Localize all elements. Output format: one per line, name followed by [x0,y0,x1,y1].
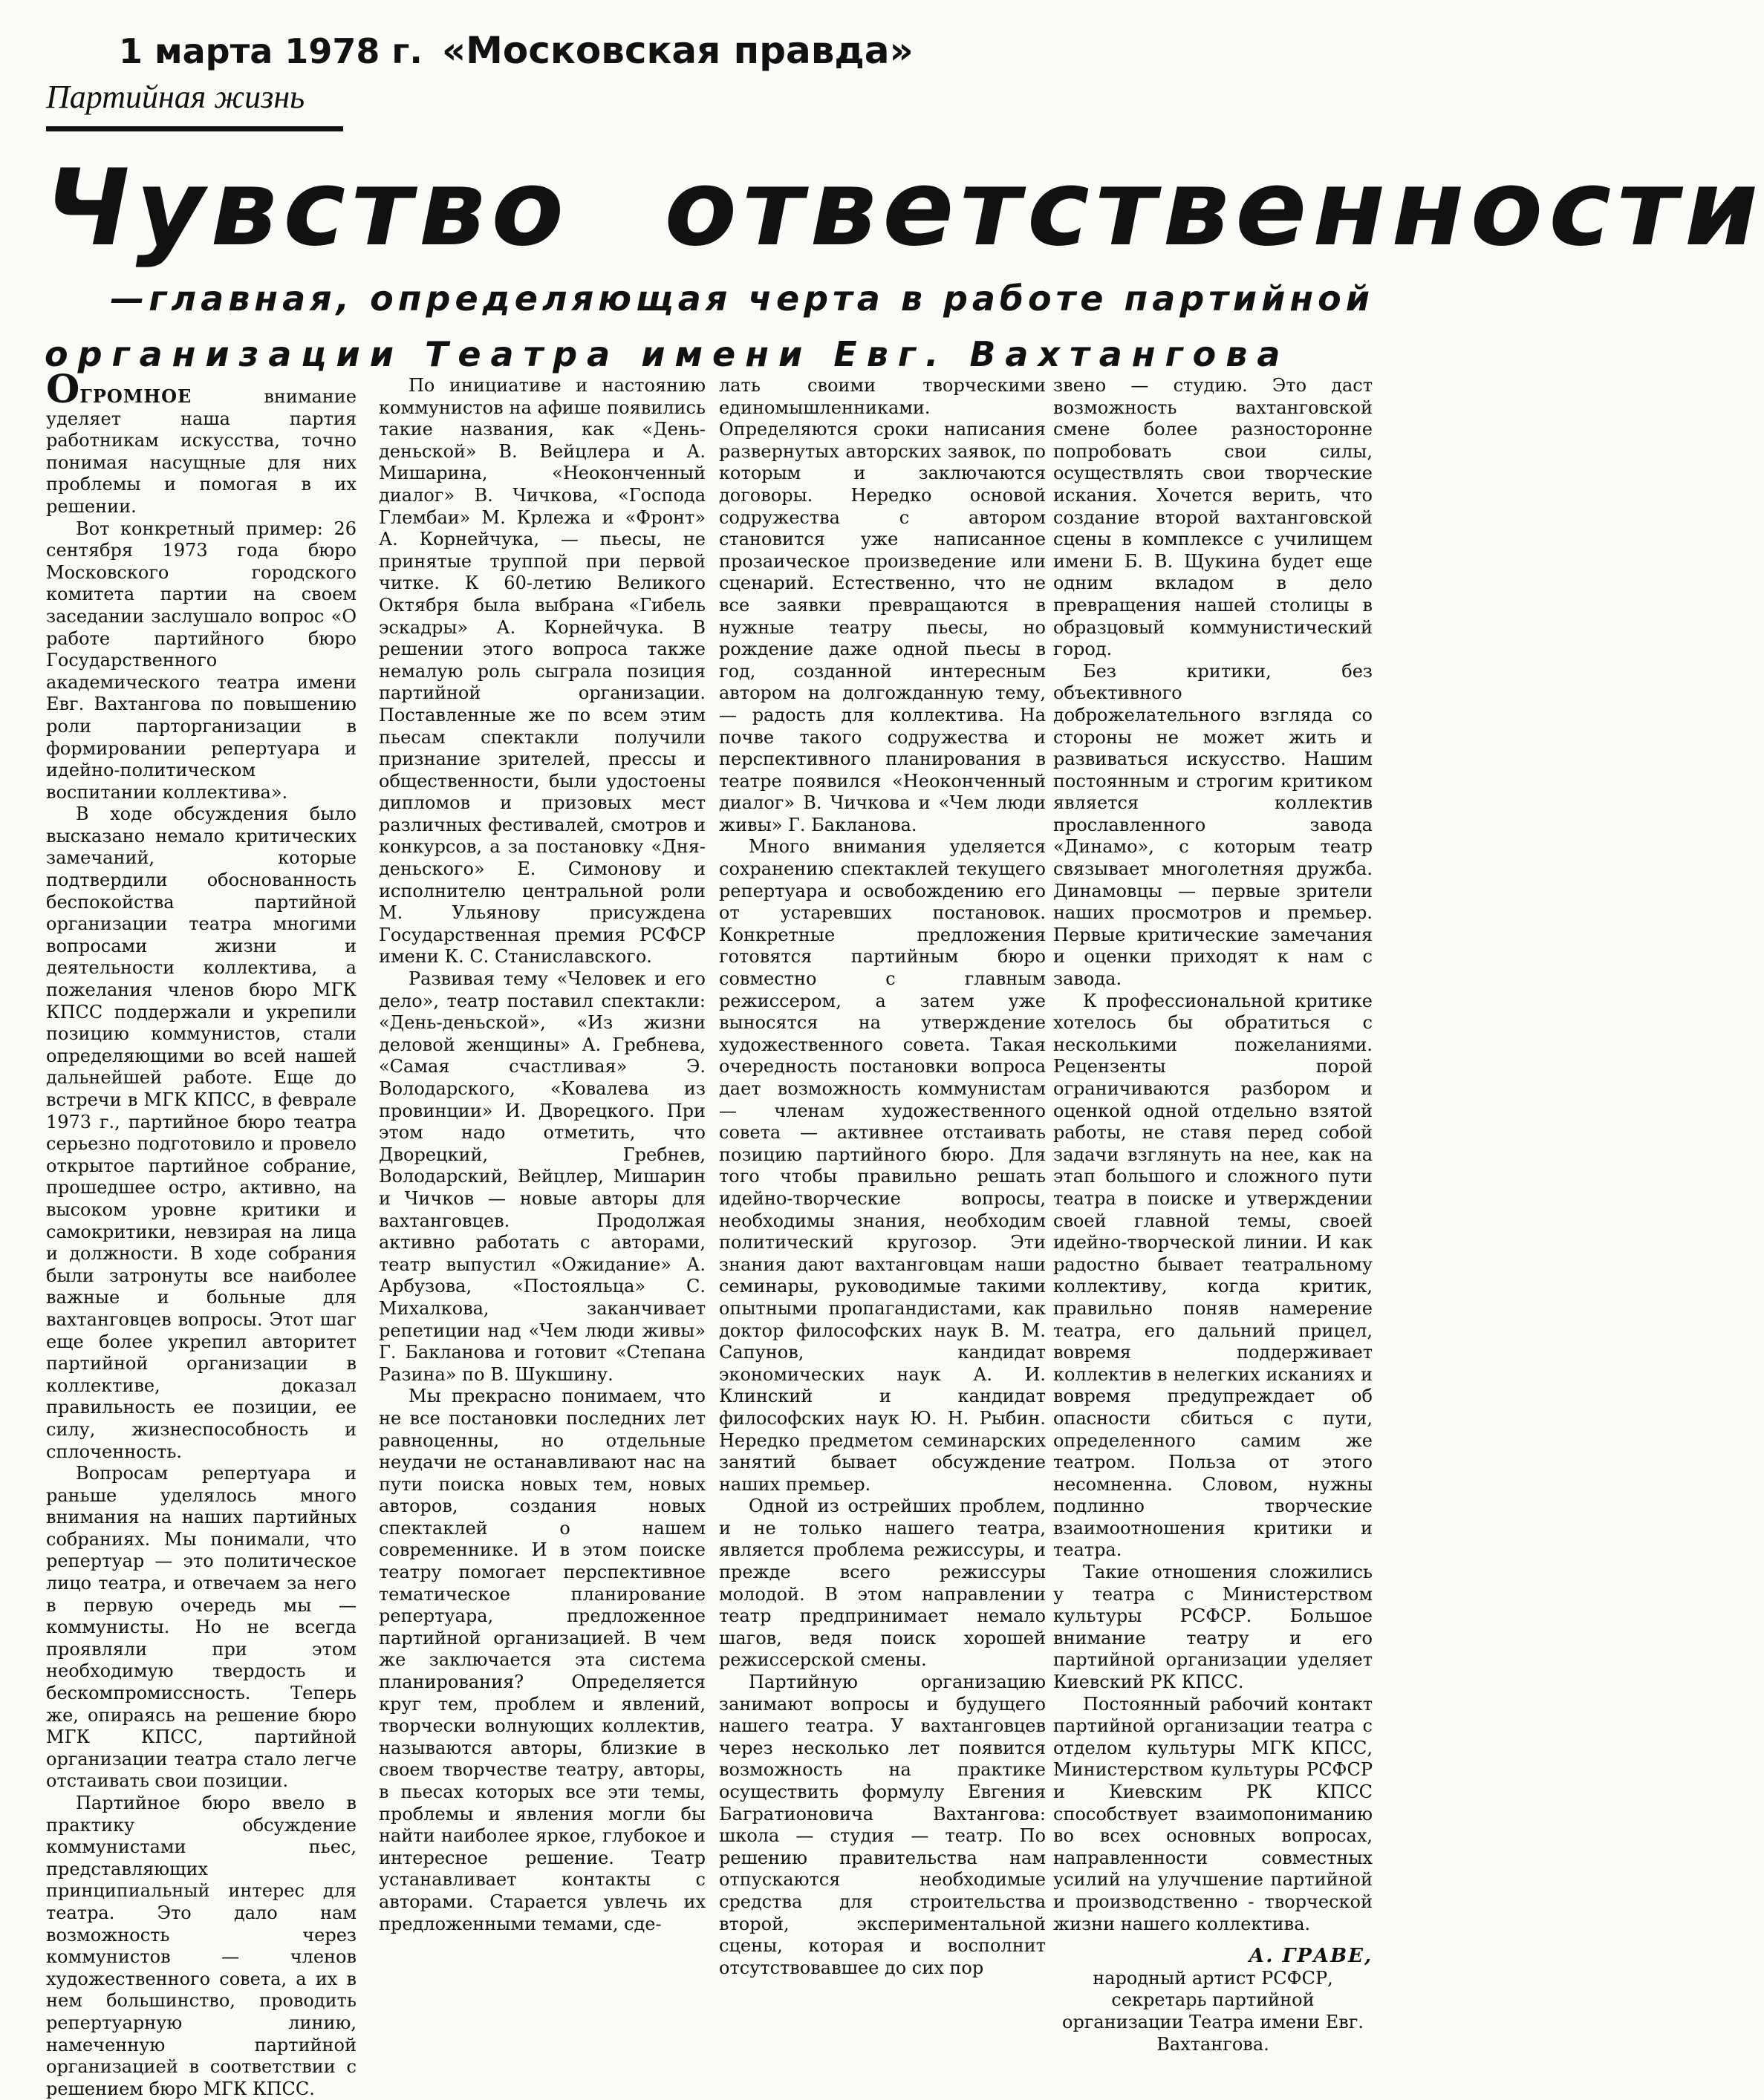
author-name: А. ГРАВЕ, [1249,1945,1373,1968]
paragraph: Без критики, без объективного доброжелательного взгляда со стороны не может жить и развиваться искусство. Нашим постоянным и строгим критиком является коллектив прославленного завода «Динамо», с которым театр связывает многолетняя дружба. Динамовцы — первые зрители наших просмотров и премьер. Первые критические замечания и оценки приходят к нам с завода. [1053,660,1373,990]
paragraph [46,367,357,518]
paragraph: По инициативе и настоянию коммунистов на афише появились такие названия, как «День-деньской» В. Вейцлера и А. Мишарина, «Неоконченный диалог» В. Чичкова, «Господа Глембаи» М. Крлежа и «Фронт» А. Корнейчука, — пьесы, не принятые труппой при первой читке. К 60-летию Великого Октября была выбрана «Гибель эскадры» А. Корнейчука. В решении этого вопроса также немалую роль сыграла позиция партийной организации. Поставленные же по всем этим пьесам спектакли получили признание зрителей, прессы и общественности, были удостоены дипломов и призовых мест различных фестивалей, смотров и конкурсов, а за постановку «Дня-деньского» Е. Симонову и исполнителю центральной роли М. Ульянову присуждена Государственная премия РСФСР имени К. С. Станиславского. [379,375,706,968]
paragraph: Развивая тему «Человек и его дело», театр поставил спектакли: «День-деньской», «Из жизни деловой женщины» А. Гребнева, «Самая счастливая» Э. Володарского, «Ковалева из провинции» И. Дворецкого. При этом надо отметить, что Дворецкий, Гребнев, Володарский, Вейцлер, Мишарин и Чичков — новые авторы для вахтанговцев. Продолжая активно работать с авторами, театр выпустил «Ожидание» А. Арбузова, «Постояльца» С. Михалкова, заканчивает репетиции над «Чем люди живы» Г. Бакланова и готовит «Степана Разина» по В. Шукшину. [379,968,706,1385]
article-column-2 [379,375,706,2057]
paragraph: Много внимания уделяется сохранению спектаклей текущего репертуара и освобождению его от устаревших постановок. Конкретные предложения готовятся партийным бюро совместно с главным режиссером, а затем уже выносятся на утверждение художественного совета. Такая очередность постановки вопроса дает возможность коммунистам — членам художественного совета — активнее отстаивать позицию партийного бюро. Для того чтобы правильно решать идейно-творческие вопросы, необходимы знания, необходим политический кругозор. Эти знания дают вахтанговцам наши семинары, руководимые такими опытными пропагандистами, как доктор философских наук В. М. Сапунов, кандидат экономических наук А. И. Клинский и кандидат философских наук Ю. Н. Рыбин. Нередко предметом семинарских занятий бывает обсуждение наших премьер. [719,836,1046,1495]
paragraph: К профессиональной критике хотелось бы обратиться с несколькими пожеланиями. Рецензенты порой ограничиваются разбором и оценкой одной отдельно взятой работы, не ставя перед собой задачи взглянуть на нее, как на этап большого и сложного пути театра в поиске и утверждении своей главной темы, своей идейно-творческой линии. И как радостно бывает театральному коллективу, когда критик, правильно поняв намерение театра, его дальний прицел, вовремя поддерживает коллектив в нелегких исканиях и вовремя предупреждает об опасности сбиться с пути, определенного самим же театром. Польза от этого несомненна. Словом, нужны подлинно творческие взаимоотношения критики и театра. [1053,990,1373,1561]
paragraph: Партийную организацию занимают вопросы и будущего нашего театра. У вахтанговцев через несколько лет появится возможность на практике осуществить формулу Евгения Багратионовича Вахтангова: школа — студия — театр. По решению правительства нам отпускаются необходимые средства для строительства второй, экспериментальной сцены, которая и восполнит отсутствовавшее до сих пор [719,1672,1046,1978]
paragraph-text: внимание уделяет наша партия работникам искусства, точно понимая насущные для них проблемы и помогая в их решении. [46,386,357,517]
author-signature [1053,1946,1373,2055]
author-title: народный артист РСФСР, секретарь партийной организации Театра имени Евг. Вахтангова. [1062,1967,1364,2055]
paragraph: В ходе обсуждения было высказано немало критических замечаний, которые подтвердили обоснованность беспокойства партийной организации театра многими вопросами жизни и деятельности коллектива, а пожелания членов бюро МГК КПСС поддержали и укрепили позицию коммунистов, стали определяющими во всей нашей дальнейшей работе. Еще до встречи в МГК КПСС, в феврале 1973 г., партийное бюро театра серьезно подготовило и провело открытое партийное собрание, прошедшее остро, активно, на высоком уровне критики и самокритики, невзирая на лица и должности. В ходе собрания были затронуты все наиболее важные и больные для вахтанговцев вопросы. Этот шаг еще более укрепил авторитет партийной организации в коллективе, доказал правильность ее позиции, ее силу, жизнеспособность и сплоченность. [46,803,357,1462]
paragraph: Мы прекрасно понимаем, что не все постановки последних лет равноценны, но отдельные неудачи не останавливают нас на пути поиска новых тем, новых авторов, создания новых спектаклей о нашем современнике. И в этом поиске театру помогает перспективное тематическое планирование репертуара, предложенное партийной организацией. В чем же заключается эта система планирования? Определяется круг тем, проблем и явлений, творчески волнующих коллектив, называются авторы, близкие в своем творчестве театру, авторы, в пьесах которых все эти темы, проблемы и явления могли бы найти наиболее яркое, глубокое и интересное решение. Театр устанавливает контакты с авторами. Старается увлечь их предложенными темами, сде- [379,1386,706,1934]
paragraph: Постоянный рабочий контакт партийной организации театра с отделом культуры МГК КПСС, Министерством культуры РСФСР и Киевским РК КПСС способствует взаимопониманию во всех основных вопросах, направленности совместных усилий на улучшение партийной и производственно - творческой жизни нашего коллектива. [1053,1693,1373,1934]
article-subheadline [45,271,1374,382]
paragraph: звено — студию. Это даст возможность вахтанговской смене более разносторонне попробовать свои силы, осуществлять свои творческие искания. Хочется верить, что создание второй вахтанговской сцены в комплексе с училищем имени Б. В. Щукина будет еще одним вкладом в дело превращения нашей столицы в образцовый коммунистический город. [1053,375,1373,660]
paragraph: Партийное бюро ввело в практику обсуждение коммунистами пьес, представляющих принципиальный интерес для театра. Это дало нам возможность через коммунистов — членов художественного совета, а их в нем большинство, проводить репертуарную линию, намеченную партийной организацией в соответствии с решением бюро МГК КПСС. [46,1793,357,2099]
subheadline-line-2: организации Театра имени Евг. Вахтангова [45,334,1290,374]
drop-cap: О [46,367,80,412]
article-column-4 [1053,375,1373,2057]
article-column-1 [46,367,357,2099]
subheadline-line-1: —главная, определяющая черта в работе партийной [110,278,1374,319]
dateline [119,21,914,80]
issue-date: 1 марта 1978 г. [119,31,423,71]
paragraph: Такие отношения сложились у театра с Министерством культуры РСФСР. Большое внимание театру и его партийной организации уделяет Киевский РК КПСС. [1053,1562,1373,1693]
section-rubric: Партийная жизнь [46,74,343,131]
paragraph: Вот конкретный пример: 26 сентября 1973 года бюро Московского городского комитета партии на своем заседании заслушало вопрос «О работе партийного бюро Государственного академического театра имени Евг. Вахтангова по повышению роли парторганизации в формировании репертуара и идейно-политическом воспитании коллектива». [46,518,357,803]
article-column-3 [719,375,1046,2057]
paragraph: лать своими творческими единомышленниками. Определяются сроки написания развернутых авторских заявок, по которым и заключаются договоры. Нередко основой содружества с автором становится уже написанное прозаическое произведение или сценарий. Естественно, что не все заявки превращаются в нужные театру пьесы, но рождение даже одной пьесы в год, созданной интересным автором на долгожданную тему, — радость для коллектива. На почве такого содружества и перспективного планирования в театре появился «Неоконченный диалог» В. Чичкова и «Чем люди живы» Г. Бакланова. [719,375,1046,835]
paragraph: Одной из острейших проблем, и не только нашего театра, является проблема режиссуры, и прежде всего режиссуры молодой. В этом направлении театр предпринимает немало шагов, ведя поиск хорошей режиссерской смены. [719,1496,1046,1671]
lead-word: ГРОМНОЕ [79,385,192,407]
article-headline: Чувство ответственности [45,147,1764,270]
paragraph: Вопросам репертуара и раньше уделялось много внимания на наших партийных собраниях. Мы понимали, что репертуар — это политическое лицо театра, и отвечаем за него в первую очередь мы — коммунисты. Но не всегда проявляли при этом необходимую твердость и бескомпромиссность. Теперь же, опираясь на решение бюро МГК КПСС, партийной организации театра стало легче отстаивать свои позиции. [46,1463,357,1792]
newspaper-name: «Московская правда» [441,29,914,72]
